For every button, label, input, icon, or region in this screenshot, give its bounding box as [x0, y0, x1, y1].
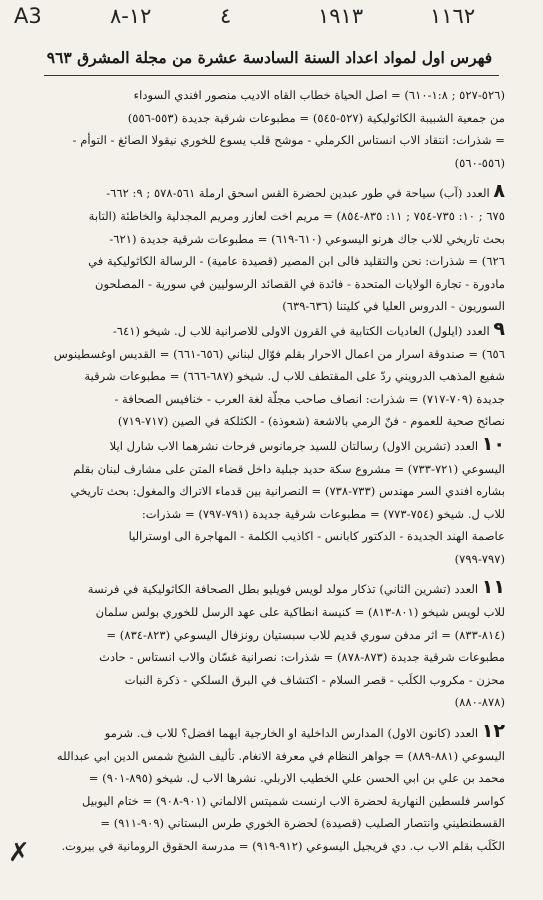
issue-heading-line	[30, 182, 505, 205]
text-line: جديدة (٧٠٩-٧١٧) = شذرات: انصاف صاحب مجلّة لغة العرب - خنافيس الصحافة -	[114, 391, 505, 406]
text-line: (٨١٤-٨٣٣) = اثر مدفن سوري قديم للاب سبستيان رونزفال اليسوعي (٨٢٣-٨٣٤) =	[106, 627, 505, 642]
text-line: (٧٩٧-٧٩٩)	[454, 551, 505, 566]
text-line: مطبوعات شرقية جديدة (٨٧٣-٨٧٨) = شذرات: نصرانية غسّان والاب انستاس - حادث	[99, 650, 505, 665]
issue-heading-line	[30, 722, 505, 745]
text-line: مادورة - تجارة الولايات المتحدة - فائدة في القصائد الرسوليين في سورية - المصلحون	[94, 276, 505, 291]
section-issue-7-continued	[30, 84, 505, 174]
issue-number: ١٢	[481, 720, 505, 743]
issue-number: ١١	[481, 576, 505, 599]
text-line: ٦٥٦) = صندوقة اسرار من اعمال الاحرار بقلم فوّال لبناني (٦٥٦-٦٦١) = القديس اوغسطينوس	[53, 346, 505, 361]
text-line: كواسر فلسطين النهارية لحضرة الاب ارنست شميتس الالماني (٩٠١-٩٠٨) = ختام اليوبيل	[81, 793, 505, 808]
handwritten-weekday: ٤	[220, 4, 232, 28]
section-issue-9	[30, 317, 505, 433]
text-line: ٦٢٦) = شذرات: نحن والتقليد فالى ابن المصير (قصيدة عامية) - الرسالة الكاثوليكية في	[88, 254, 505, 269]
text-line: للاب ل. شيخو (٧٥٤-٧٧٣) = مطبوعات شرقية جديدة (٧٩١-٧٩٧) = شذرات:	[141, 506, 505, 521]
text-line: ٦٧٥ ; ١٠: ٧٣٥-٧٥٤ ; ١١: ٨٣٥-٨٥٤) = مريم اخت لعازر ومريم المجدلية والخاطئة (التابة	[88, 208, 505, 223]
text-line: للاب لويس شيخو (٨٠١-٨١٣) = كنيسة انطاكية على عهد الرسل للخوري بولس سلمان	[95, 605, 505, 620]
text-line: محمد بن علي بن ابي الحسن علي الخطيب الاربلي. نشرها الاب ل. شيخو (٨٩٥-٩٠١) =	[88, 771, 505, 786]
text-line: العدد (كانون الاول) المدارس الداخلية او الخارجية ايهما افضل؟ للاب ف. شرمو	[104, 726, 479, 741]
handwritten-catalog-number: ١١٦٢	[430, 4, 476, 28]
text-line: العدد (آب) سياحة في طور عبدين لحضرة القس اسحق ارملة ٥٦١-٥٧٨ ; ٩: ٦٦٢-	[106, 186, 490, 201]
issue-heading-line	[30, 317, 505, 343]
issue-number: ٨	[493, 180, 505, 203]
text-line: العدد (تشرين الثاني) تذكار مولد لويس فويليو بطل الصحافة الكاثوليكية في فرنسة	[87, 582, 479, 597]
text-line: بحث تاريخي للاب جاك هرنو اليسوعي (٦١٠-٦١٩) = مطبوعات شرقية جديدة (٦٢١-	[109, 231, 505, 246]
text-line: نصائح صحية للعموم - فنّ الرمي بالاشعة (شعوذة) - الكثلكة في الصين (٧١٧-٧١٩)	[117, 414, 505, 429]
section-issue-12	[30, 722, 505, 858]
handwritten-year: ١٩١٣	[318, 4, 364, 28]
issue-heading-line	[30, 432, 505, 458]
text-line: السوريون - الدروس العليا في كليتنا (٦٣٦-٦٣٩)	[282, 299, 505, 314]
text-line: شفيع المذهب الدرويني ردّ على المقتطف للاب ل. شيخو (٦٨٧-٦٦٦) = مطبوعات شرقية	[84, 369, 505, 384]
issue-number: ٩	[493, 317, 505, 340]
issue-heading-line	[30, 578, 505, 601]
text-line: اليسوعي (٨٨١-٨٨٩) = جواهر النظام في معرفة الانغام. تأليف الشيخ شمس الدين ابي عبدالله	[56, 748, 505, 763]
text-line: من جمعية الشبيبة الكاثوليكية (٥٢٧-٥٤٥) = مطبوعات شرقية جديدة (٥٥٣-٥٥٦)	[127, 110, 505, 125]
text-line: القسطنطيني وانتصار الصليب (قصيدة) لحضرة الخوري طرس البستاني (٩٠٩-٩١١) =	[100, 816, 505, 831]
section-issue-10	[30, 432, 505, 571]
section-issue-11	[30, 578, 505, 714]
text-line: = شذرات: انتقاد الاب انستاس الكرملي - موشح قلب يسوع للخوري نيقولا الصائغ - التوأم -	[72, 133, 505, 148]
text-line: بشاره افندي السر مهندس (٧٣٣-٧٣٨) = النصرانية بين قدماء الاتراك والمغول: بحث تاريخي	[70, 484, 505, 499]
text-line: محزن - مكروب الكلَب - قصر السلام - اكتشاف في البرق السلكي - ذكرة النبات	[124, 672, 505, 687]
text-line: (٥٢٦-٥٢٧ ; ١:٨-٦١٠) = اصل الحياة خطاب القاه الاديب منصور افندي السوداء	[133, 88, 505, 102]
text-line: (٥٥٦-٥٦٠)	[454, 155, 505, 170]
margin-cross-mark: ✗	[8, 838, 30, 868]
text-line: الكَلَب بقلم الاب ب. دي فريجيل اليسوعي (٩١٢-٩١٩) = مدرسة الحقوق الرومانية في بيروت.	[61, 839, 505, 853]
header-rule	[44, 75, 499, 76]
section-issue-8	[30, 182, 505, 318]
handwritten-date: ١٢-٨	[110, 4, 152, 28]
issue-number: ١٠	[481, 432, 505, 455]
handwritten-ref: A3	[14, 4, 42, 28]
text-line: عاصمة الهند الجديدة - الدكتور كابانس - اكاذيب الكلمة - المهاجرة الى اوستراليا	[128, 529, 505, 544]
page-header: فهرس اول لمواد اعداد السنة السادسة عشرة من مجلة المشرق ٩٦٣	[46, 48, 493, 67]
index-content	[30, 84, 505, 892]
text-line: (٨٧٨-٨٨٠)	[454, 695, 505, 710]
text-line: العدد (تشرين الاول) رسالتان للسيد جرمانوس فرحات نشرهما الاب شارل ايلا	[109, 438, 479, 453]
text-line: اليسوعي (٧٢١-٧٣٣) = مشروع سكة حديد جبلية داخل قضاء المتن على مشارف لبنان بقلم	[73, 461, 505, 476]
handwritten-notes	[0, 4, 543, 34]
text-line: العدد (ايلول) العاديات الكتابية في القرون الاولى للاصرانية للاب ل. شيخو (٦٤١-	[112, 323, 490, 338]
